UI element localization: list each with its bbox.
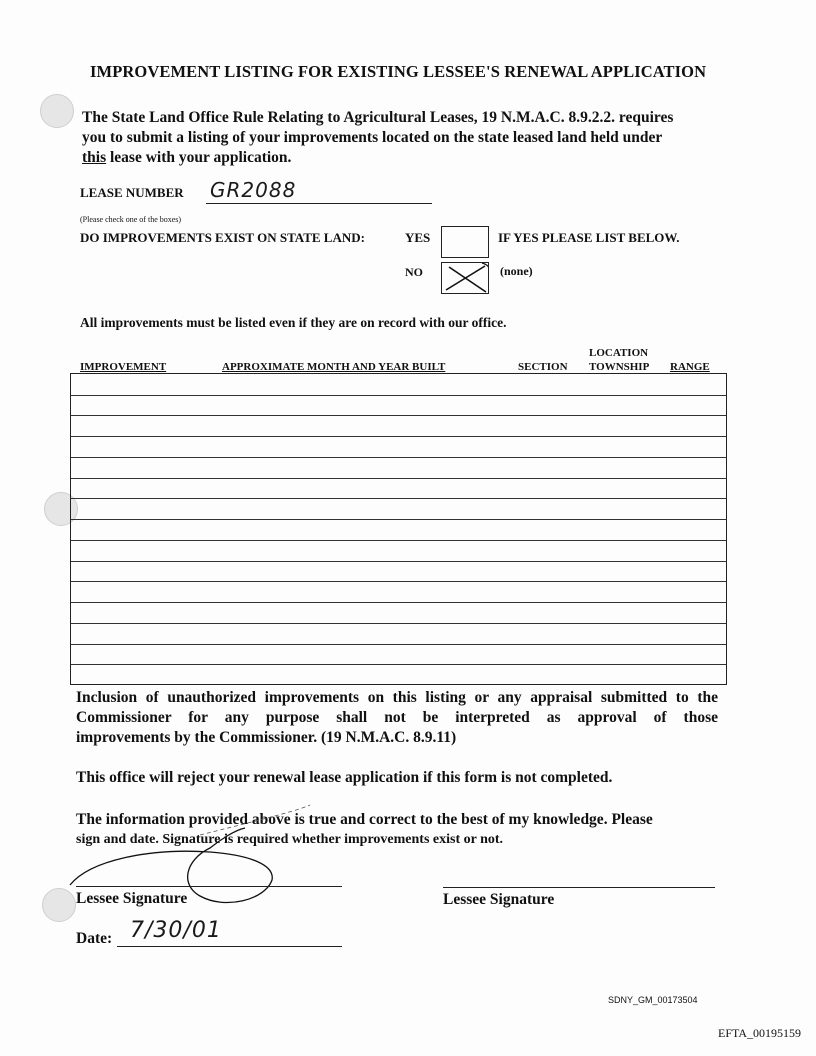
inclusion-line-1: Inclusion of unauthorized improvements on this listing or any appraisal submitted to the: [76, 689, 718, 706]
efta-id: EFTA_00195159: [718, 1026, 802, 1040]
inclusion-line-3: improvements by the Commissioner. (19 N.M.A.C. 8.9.11): [76, 729, 457, 746]
lessee-signature-label-left: Lessee Signature: [76, 890, 188, 907]
col-header-range: RANGE: [670, 361, 710, 373]
checkmark-x-icon: [442, 263, 488, 293]
lessee-signature-line-right[interactable]: [443, 887, 715, 888]
improvements-table: [70, 373, 727, 685]
certification-line-2: sign and date. Signature is required whether improvements exist or not.: [76, 832, 504, 847]
table-row[interactable]: [71, 457, 726, 458]
table-row[interactable]: [71, 436, 726, 437]
lessee-signature-label-right: Lessee Signature: [443, 891, 555, 908]
table-row[interactable]: [71, 623, 726, 624]
intro-line-1: The State Land Office Rule Relating to Agricultural Leases, 19 N.M.A.C. 8.9.2.2. requires: [82, 109, 674, 126]
lessee-signature-line-left[interactable]: [76, 886, 342, 887]
intro-line-3-rest: lease with your application.: [106, 149, 292, 166]
yes-label: YES: [405, 230, 431, 245]
table-row[interactable]: [71, 581, 726, 582]
yes-instruction: IF YES PLEASE LIST BELOW.: [498, 230, 680, 245]
intro-line-3: [82, 148, 730, 168]
table-row[interactable]: [71, 540, 726, 541]
col-header-township: TOWNSHIP: [589, 361, 650, 373]
intro-paragraph: [82, 108, 730, 168]
improvements-question: DO IMPROVEMENTS EXIST ON STATE LAND:: [80, 230, 365, 245]
inclusion-line-2: Commissioner for any purpose shall not be interpreted as approval of those: [76, 709, 718, 726]
table-row[interactable]: [71, 561, 726, 562]
location-header: LOCATION: [589, 347, 649, 359]
col-header-month-year: APPROXIMATE MONTH AND YEAR BUILT: [222, 361, 446, 373]
lease-number-value: GR2088: [210, 178, 297, 202]
all-improvements-note: All improvements must be listed even if they are on record with our office.: [80, 315, 507, 330]
table-row[interactable]: [71, 415, 726, 416]
table-row[interactable]: [71, 644, 726, 645]
table-row[interactable]: [71, 602, 726, 603]
check-one-note: (Please check one of the boxes): [80, 215, 182, 224]
none-label: (none): [500, 264, 533, 278]
document-id: SDNY_GM_00173504: [608, 995, 698, 1005]
table-row[interactable]: [71, 519, 726, 520]
no-label: NO: [405, 265, 423, 279]
punch-hole-top: [40, 94, 74, 128]
reject-note: This office will reject your renewal lease application if this form is not completed.: [76, 769, 613, 786]
col-header-improvement: IMPROVEMENT: [80, 361, 167, 373]
yes-checkbox[interactable]: [441, 226, 489, 258]
inclusion-paragraph: [76, 688, 718, 748]
date-field[interactable]: [117, 946, 342, 947]
certification-line-1: The information provided above is true and correct to the best of my knowledge. Please: [76, 811, 653, 828]
intro-line-2: you to submit a listing of your improvements located on the state leased land held under: [82, 129, 663, 146]
table-row[interactable]: [71, 498, 726, 499]
table-row[interactable]: [71, 664, 726, 665]
lease-number-field[interactable]: [206, 203, 432, 204]
lease-number-label: LEASE NUMBER: [80, 185, 184, 200]
table-row[interactable]: [71, 478, 726, 479]
intro-this-word: this: [82, 149, 107, 166]
form-title: IMPROVEMENT LISTING FOR EXISTING LESSEE'S RENEWAL APPLICATION: [90, 62, 707, 81]
no-checkbox[interactable]: [441, 262, 489, 294]
col-header-section: SECTION: [518, 361, 568, 373]
date-value: 7/30/01: [130, 918, 222, 943]
date-label: Date:: [76, 930, 113, 947]
table-row[interactable]: [71, 395, 726, 396]
